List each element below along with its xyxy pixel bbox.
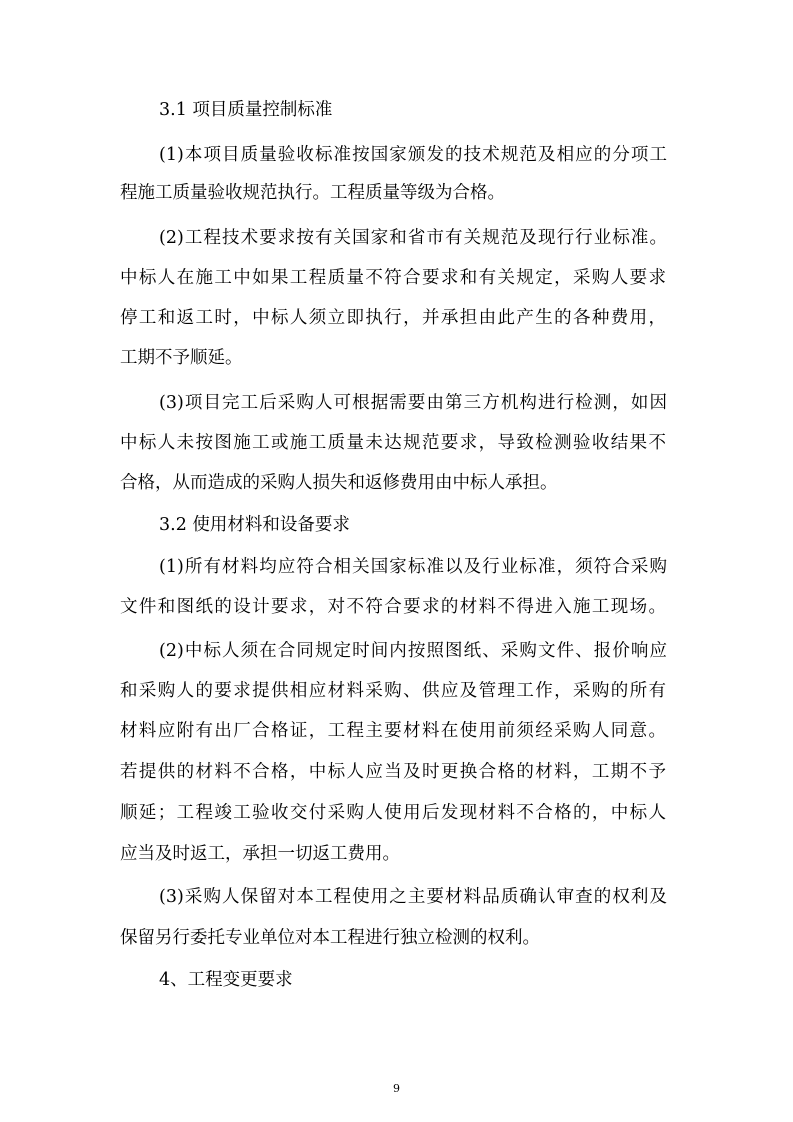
paragraph-line: 停工和返工时，中标人须立即执行，并承担由此产生的各种费用， bbox=[120, 308, 666, 328]
paragraph-line: 材料应附有出厂合格证，工程主要材料在使用前须经采购人同意。 bbox=[120, 721, 666, 741]
paragraph-line: (1)本项目质量验收标准按国家颁发的技术规范及相应的分项工 bbox=[159, 145, 667, 165]
section-heading-3-1: 3.1 项目质量控制标准 bbox=[159, 100, 333, 120]
paragraph-line: 中标人在施工中如果工程质量不符合要求和有关规定，采购人要求 bbox=[120, 268, 666, 288]
paragraph-line: (2)工程技术要求按有关国家和省市有关规范及现行行业标准。 bbox=[159, 228, 667, 248]
paragraph-line: 应当及时返工，承担一切返工费用。 bbox=[120, 844, 400, 864]
section-heading-4: 4、工程变更要求 bbox=[159, 970, 293, 990]
paragraph-line: (3)采购人保留对本工程使用之主要材料品质确认审查的权利及 bbox=[159, 887, 667, 907]
paragraph-line: 合格，从而造成的采购人损失和返修费用由中标人承担。 bbox=[120, 473, 558, 493]
paragraph-line: (2)中标人须在合同规定时间内按照图纸、采购文件、报价响应 bbox=[159, 641, 667, 661]
paragraph-line: 保留另行委托专业单位对本工程进行独立检测的权利。 bbox=[120, 928, 540, 948]
page-number: 9 bbox=[393, 1082, 400, 1095]
paragraph-line: 若提供的材料不合格，中标人应当及时更换合格的材料，工期不予 bbox=[120, 762, 666, 782]
paragraph-line: 顺延；工程竣工验收交付采购人使用后发现材料不合格的，中标人 bbox=[120, 803, 666, 823]
paragraph-line: 工期不予顺延。 bbox=[120, 348, 243, 368]
paragraph-line: 程施工质量验收规范执行。工程质量等级为合格。 bbox=[120, 183, 505, 203]
paragraph-line: (1)所有材料均应符合相关国家标准以及行业标准，须符合采购 bbox=[159, 557, 667, 577]
paragraph-line: (3)项目完工后采购人可根据需要由第三方机构进行检测，如因 bbox=[159, 393, 667, 413]
paragraph-line: 中标人未按图施工或施工质量未达规范要求，导致检测验收结果不 bbox=[120, 433, 666, 453]
paragraph-line: 和采购人的要求提供相应材料采购、供应及管理工作，采购的所有 bbox=[120, 681, 666, 701]
paragraph-line: 文件和图纸的设计要求，对不符合要求的材料不得进入施工现场。 bbox=[120, 597, 666, 617]
section-heading-3-2: 3.2 使用材料和设备要求 bbox=[159, 515, 350, 535]
